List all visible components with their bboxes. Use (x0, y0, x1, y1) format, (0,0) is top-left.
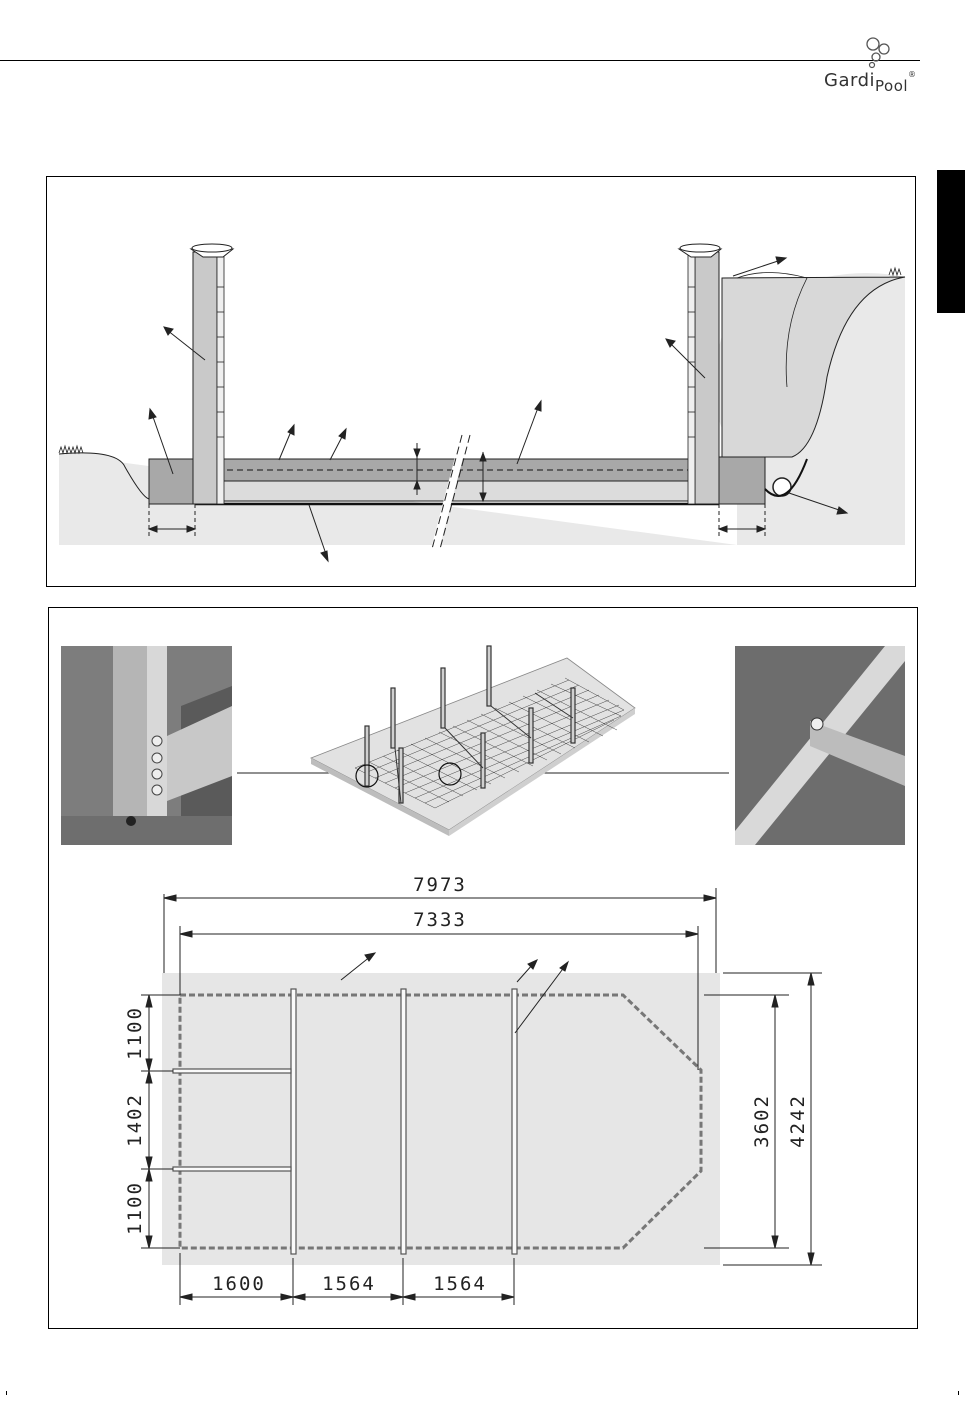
dim-bottom-3: 1564 (433, 1273, 487, 1295)
dim-left-2: 1402 (124, 1093, 146, 1147)
cross-section-panel (46, 176, 916, 587)
dim-bottom-2: 1564 (322, 1273, 376, 1295)
logo-reg: ® (908, 70, 917, 79)
dim-overall-length: 7973 (413, 874, 467, 896)
logo-wordmark (824, 70, 917, 95)
logo-brand-a: Gardi (824, 70, 875, 91)
dim-left-1: 1100 (124, 1006, 146, 1060)
dim-inner-width: 3602 (751, 1094, 773, 1148)
dim-bottom-1: 1600 (212, 1273, 266, 1295)
dim-overall-width: 4242 (787, 1094, 809, 1148)
dim-inner-length: 7333 (413, 909, 467, 931)
plan-panel (48, 607, 918, 1329)
side-tab-marker (937, 170, 965, 313)
logo-brand-b: Pool (875, 77, 909, 95)
cross-section-drawing (47, 177, 917, 588)
header-rule (0, 60, 920, 61)
dim-left-3: 1100 (124, 1181, 146, 1235)
plan-drawings (49, 608, 919, 1330)
plan-outer-area (162, 973, 720, 1265)
